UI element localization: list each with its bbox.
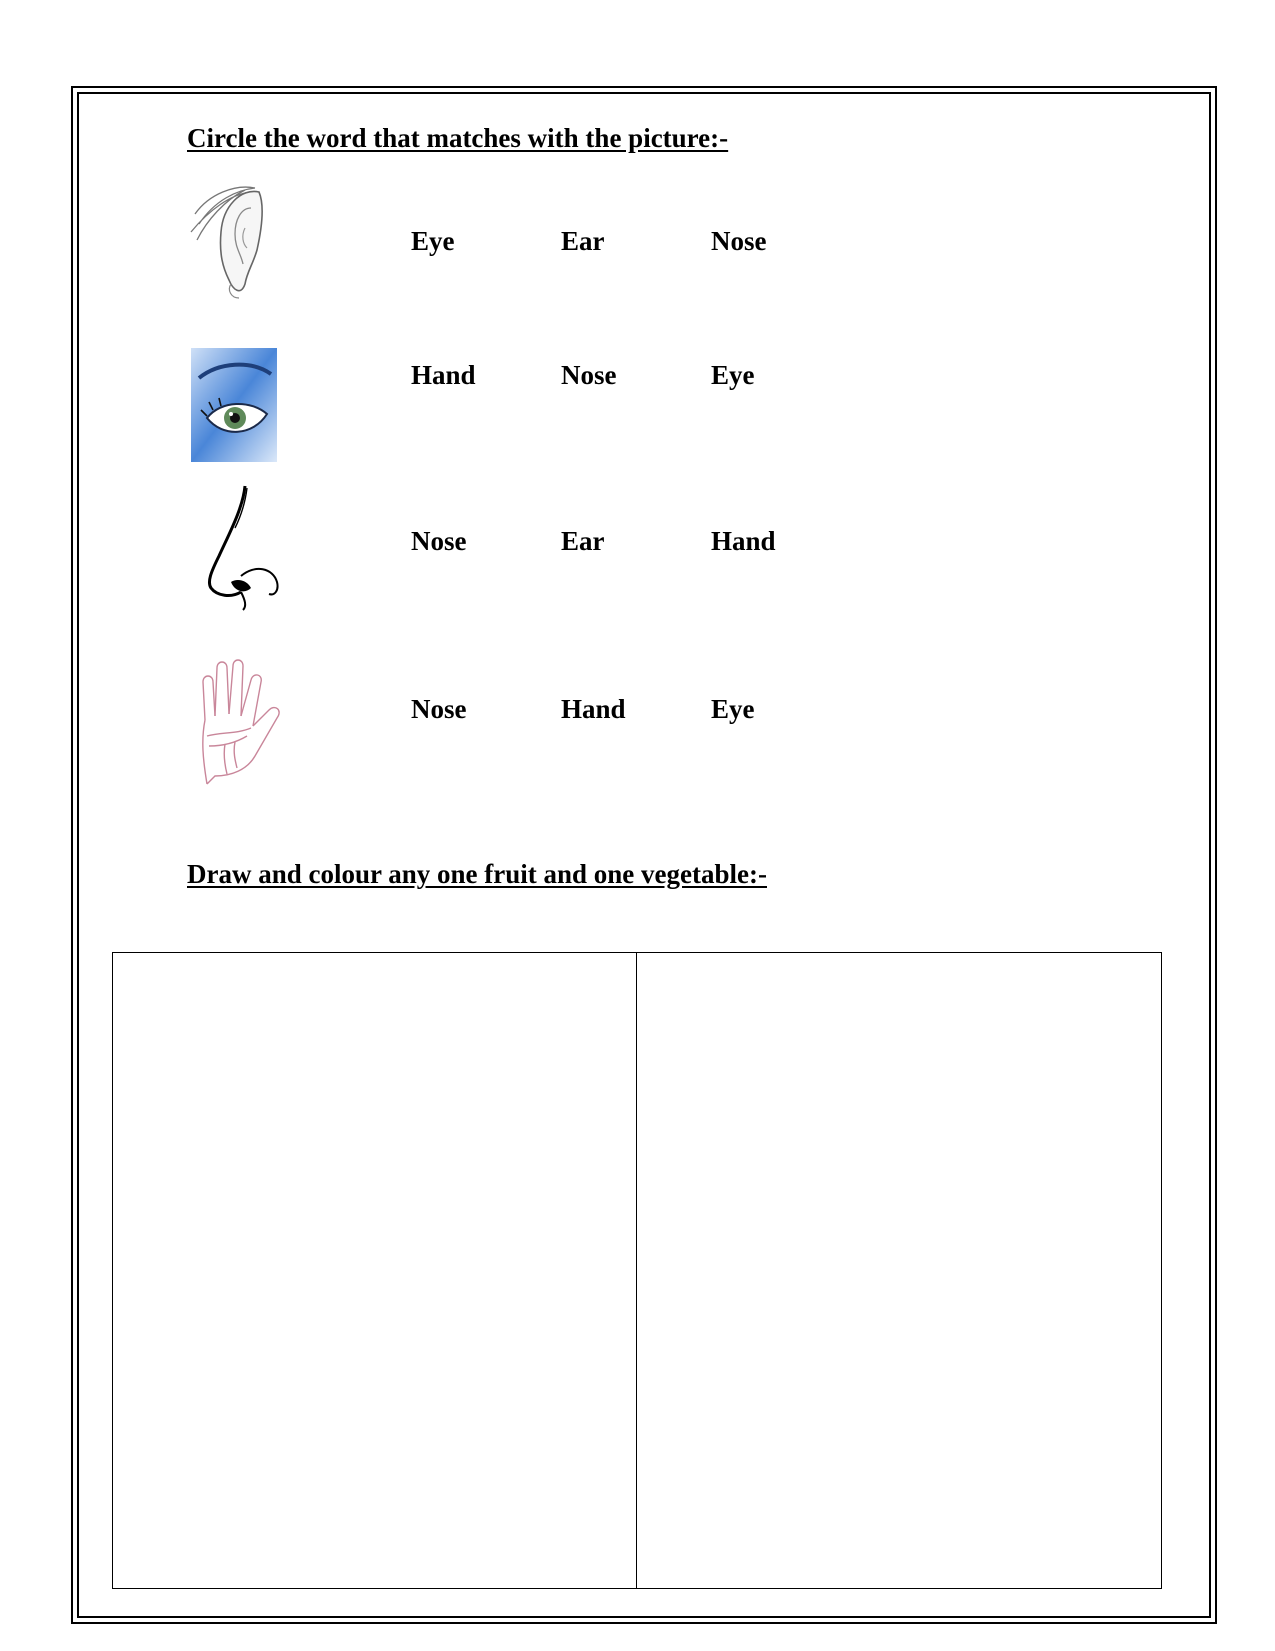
nose-icon bbox=[185, 484, 295, 614]
match-row-nose bbox=[0, 484, 1275, 614]
option-word[interactable]: Nose bbox=[711, 226, 767, 256]
match-row-ear bbox=[0, 180, 1275, 310]
option-word[interactable]: Ear bbox=[561, 226, 605, 256]
match-row-hand bbox=[0, 656, 1275, 786]
option-word[interactable]: Eye bbox=[711, 694, 755, 724]
ear-icon bbox=[185, 180, 295, 310]
option-word[interactable]: Nose bbox=[411, 526, 467, 556]
drawing-box-vegetable[interactable] bbox=[636, 952, 1162, 1589]
section-2-heading: Draw and colour any one fruit and one vegetable:- bbox=[187, 859, 767, 889]
option-word[interactable]: Hand bbox=[411, 360, 476, 390]
option-word[interactable]: Nose bbox=[411, 694, 467, 724]
option-word[interactable]: Ear bbox=[561, 526, 605, 556]
drawing-box-fruit[interactable] bbox=[112, 952, 637, 1589]
option-word[interactable]: Eye bbox=[411, 226, 455, 256]
option-word[interactable]: Nose bbox=[561, 360, 617, 390]
match-row-eye bbox=[0, 344, 1275, 474]
section-1-heading: Circle the word that matches with the picture:- bbox=[187, 123, 729, 153]
option-word[interactable]: Eye bbox=[711, 360, 755, 390]
hand-icon bbox=[185, 656, 295, 786]
eye-icon bbox=[185, 344, 295, 474]
option-word[interactable]: Hand bbox=[711, 526, 776, 556]
option-word[interactable]: Hand bbox=[561, 694, 626, 724]
